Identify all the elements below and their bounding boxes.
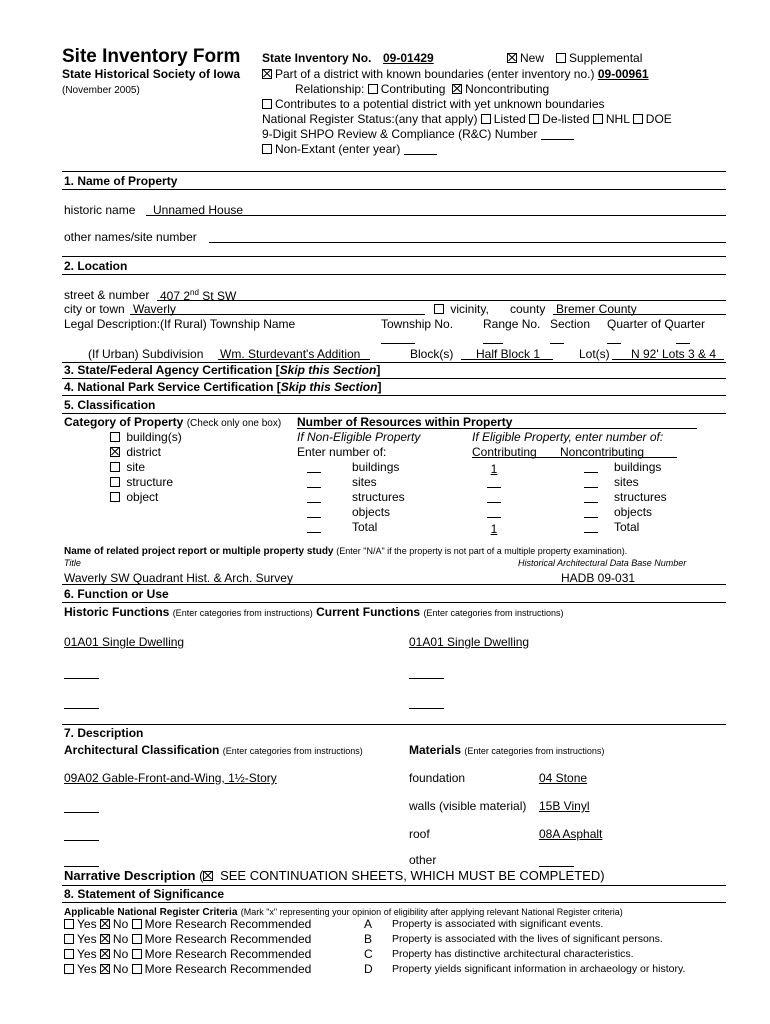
- category-structure[interactable]: structure: [110, 476, 173, 489]
- walls-label: walls (visible material): [409, 799, 527, 813]
- contributing-total-field[interactable]: 1: [490, 522, 498, 536]
- district-option[interactable]: Part of a district with known boundaries (enter inventory no.) 09-00961: [262, 68, 649, 81]
- divider: [62, 256, 726, 257]
- divider: [62, 602, 726, 603]
- non-eligible-label: If Non-Eligible Property: [297, 430, 421, 444]
- contributing-objects-field[interactable]: [487, 506, 501, 519]
- quarter-label: Quarter of Quarter: [607, 317, 706, 331]
- building-checkbox[interactable]: [110, 432, 120, 442]
- current-function-2[interactable]: [409, 678, 444, 679]
- noncontributing-structures-field[interactable]: [584, 491, 598, 504]
- noneligible-objects-field[interactable]: [307, 506, 321, 519]
- criteria-row: Yes No More Research Recommended: [64, 933, 311, 946]
- more-research-checkbox[interactable]: [132, 934, 142, 944]
- foundation-label: foundation: [409, 771, 466, 785]
- current-function-3[interactable]: [409, 708, 444, 709]
- arch-class-label: Architectural Classification (Enter categories from instructions): [64, 743, 363, 757]
- resource-label: structures: [614, 490, 667, 504]
- historic-function-1[interactable]: 01A01 Single Dwelling: [64, 635, 185, 649]
- divider: [62, 885, 726, 886]
- doe-checkbox[interactable]: [633, 114, 643, 124]
- form-title: Site Inventory Form: [62, 46, 241, 67]
- section-field[interactable]: [550, 343, 564, 344]
- section-7-heading: 7. Description: [64, 726, 144, 740]
- city-value: Waverly: [133, 302, 176, 316]
- narrative-row: Narrative Description ( SEE CONTINUATION SHEETS, WHICH MUST BE COMPLETED): [64, 868, 605, 883]
- arch-class-1[interactable]: 09A02 Gable-Front-and-Wing, 1½-Story: [64, 771, 277, 785]
- inventory-number-label: State Inventory No.: [262, 51, 372, 65]
- criteria-row: Yes No More Research Recommended: [64, 948, 311, 961]
- divider: [62, 724, 726, 725]
- noncontributing-buildings-field[interactable]: [584, 461, 598, 474]
- roof-value[interactable]: 08A Asphalt: [539, 827, 603, 841]
- resource-label: objects: [614, 505, 653, 519]
- noneligible-total-field[interactable]: [307, 521, 321, 534]
- section-4-heading: 4. National Park Service Certification [Skip this Section]: [64, 380, 382, 394]
- city-label: city or town: [64, 302, 125, 316]
- section-6-heading: 6. Function or Use: [64, 587, 169, 601]
- blocks-value: Half Block 1: [476, 347, 541, 361]
- range-number-label: Range No.: [483, 317, 541, 331]
- vicinity-checkbox[interactable]: [434, 304, 444, 314]
- nonextant-checkbox[interactable]: [262, 144, 272, 154]
- resource-label: Total: [614, 520, 640, 534]
- potential-district-option[interactable]: Contributes to a potential district with yet unknown boundaries: [262, 98, 605, 111]
- criteria-letter: B: [364, 932, 373, 946]
- yes-checkbox[interactable]: [64, 949, 74, 959]
- walls-value[interactable]: 15B Vinyl: [539, 799, 590, 813]
- nr-status-row: National Register Status:(any that apply) Listed De-listed NHL DOE: [262, 112, 672, 126]
- org-name: State Historical Society of Iowa: [62, 67, 241, 81]
- hadb-label: Historical Architectural Data Base Number: [518, 558, 687, 568]
- township-number-field[interactable]: [381, 343, 415, 344]
- arch-class-3[interactable]: [64, 840, 99, 841]
- noncontributing-checkbox[interactable]: [452, 84, 462, 94]
- criteria-row: Yes No More Research Recommended: [64, 918, 311, 931]
- relationship-row: Relationship: Contributing Noncontributing: [295, 82, 550, 96]
- no-checkbox[interactable]: [100, 949, 110, 959]
- section-1-heading: 1. Name of Property: [64, 174, 178, 188]
- other-names-label: other names/site number: [64, 230, 197, 244]
- divider: [62, 902, 726, 903]
- potential-district-checkbox[interactable]: [262, 99, 272, 109]
- historic-function-3[interactable]: [64, 708, 99, 709]
- other-names-field[interactable]: [209, 242, 726, 243]
- materials-label: Materials (Enter categories from instructions): [409, 743, 605, 757]
- no-checkbox[interactable]: [100, 919, 110, 929]
- resource-label: sites: [614, 475, 639, 489]
- criteria-letter: C: [364, 947, 373, 961]
- county-value: Bremer County: [556, 302, 637, 316]
- nonextant-row: Non-Extant (enter year): [262, 143, 437, 156]
- supplemental-option[interactable]: Supplemental: [556, 52, 642, 65]
- historic-function-2[interactable]: [64, 678, 99, 679]
- section-label: Section: [550, 317, 591, 331]
- lots-value: N 92' Lots 3 & 4: [631, 347, 717, 361]
- category-building[interactable]: building(s): [110, 431, 182, 444]
- category-district[interactable]: district: [110, 446, 161, 459]
- historic-name-label: historic name: [64, 203, 136, 217]
- nhl-checkbox[interactable]: [593, 114, 603, 124]
- nonextant-year-field[interactable]: [404, 143, 437, 155]
- divider: [62, 378, 726, 379]
- narrative-checkbox[interactable]: [203, 871, 213, 881]
- district-checkbox[interactable]: [262, 69, 272, 79]
- criteria-row: Yes No More Research Recommended: [64, 963, 311, 976]
- functions-header: Historic Functions (Enter categories from instructions) Current Functions (Enter categories from instructions): [64, 605, 564, 619]
- shpo-row: 9-Digit SHPO Review & Compliance (R&C) Number: [262, 128, 574, 141]
- site-checkbox[interactable]: [110, 462, 120, 472]
- resource-label: sites: [352, 475, 377, 489]
- divider: [62, 171, 726, 172]
- yes-checkbox[interactable]: [64, 919, 74, 929]
- category-label: Category of Property (Check only one box): [64, 415, 282, 429]
- more-research-checkbox[interactable]: [132, 964, 142, 974]
- resources-heading: Number of Resources within Property: [297, 415, 513, 429]
- listed-checkbox[interactable]: [481, 114, 491, 124]
- noneligible-buildings-field[interactable]: [307, 461, 321, 474]
- criteria-letter: A: [364, 917, 373, 931]
- category-object[interactable]: object: [110, 491, 158, 504]
- enter-number-label: Enter number of:: [297, 445, 387, 459]
- street-field[interactable]: [157, 300, 726, 301]
- current-function-1[interactable]: 01A01 Single Dwelling: [409, 635, 530, 649]
- contributing-checkbox[interactable]: [368, 84, 378, 94]
- blocks-label: Block(s): [410, 347, 454, 361]
- street-label: street & number: [64, 288, 150, 302]
- resource-label: buildings: [614, 460, 662, 474]
- no-checkbox[interactable]: [100, 934, 110, 944]
- divider: [62, 189, 726, 190]
- section-3-heading: 3. State/Federal Agency Certification [Skip this Section]: [64, 363, 381, 377]
- arch-class-4[interactable]: [64, 866, 99, 867]
- resource-label: Total: [352, 520, 378, 534]
- related-study-label: Name of related project report or multiple property study (Enter "N/A" if the property is not part of a multiple property examination).: [64, 546, 628, 557]
- district-number: 09-00961: [597, 67, 649, 81]
- quarter-of-quarter-field[interactable]: [676, 343, 690, 344]
- structure-checkbox[interactable]: [110, 477, 120, 487]
- contributing-buildings-field[interactable]: 1: [490, 462, 498, 476]
- resource-label: structures: [352, 490, 405, 504]
- noncontributing-label: Noncontributing: [560, 445, 645, 459]
- criteria-text: Property is associated with significant events.: [392, 918, 604, 930]
- section-5-heading: 5. Classification: [64, 398, 156, 412]
- county-label: county: [510, 302, 546, 316]
- yes-checkbox[interactable]: [64, 964, 74, 974]
- historic-name-value: Unnamed House: [153, 203, 244, 217]
- yes-checkbox[interactable]: [64, 934, 74, 944]
- section-2-heading: 2. Location: [64, 259, 128, 273]
- quarter-field[interactable]: [607, 343, 621, 344]
- noncontributing-objects-field[interactable]: [584, 506, 598, 519]
- eligible-label: If Eligible Property, enter number of:: [472, 430, 664, 444]
- delisted-checkbox[interactable]: [529, 114, 539, 124]
- criteria-text: Property is associated with the lives of significant persons.: [392, 933, 663, 945]
- district-category-checkbox[interactable]: [110, 447, 120, 457]
- more-research-checkbox[interactable]: [132, 919, 142, 929]
- category-site[interactable]: site: [110, 461, 145, 474]
- hadb-number: HADB 09-031: [561, 571, 636, 585]
- resource-label: objects: [352, 505, 391, 519]
- divider: [62, 274, 726, 275]
- title-label: Title: [64, 558, 81, 568]
- criteria-letter: D: [364, 962, 373, 976]
- more-research-checkbox[interactable]: [132, 949, 142, 959]
- other-material-label: other: [409, 853, 437, 867]
- inventory-number[interactable]: 09-01429: [383, 51, 434, 65]
- range-number-field[interactable]: [483, 343, 503, 344]
- supplemental-checkbox[interactable]: [556, 53, 566, 63]
- object-checkbox[interactable]: [110, 492, 120, 502]
- vicinity-option[interactable]: vicinity,: [434, 303, 489, 316]
- new-checkbox[interactable]: [507, 53, 517, 63]
- lots-label: Lot(s): [579, 347, 610, 361]
- criteria-text: Property yields significant information in archaeology or history.: [392, 963, 686, 975]
- shpo-field[interactable]: [541, 128, 574, 140]
- foundation-value[interactable]: 04 Stone: [539, 771, 588, 785]
- no-checkbox[interactable]: [100, 964, 110, 974]
- contributing-label: Contributing: [472, 445, 537, 459]
- urban-subdivision-label: (If Urban) Subdivision: [88, 347, 204, 361]
- divider: [472, 457, 677, 458]
- related-study-title: Waverly SW Quadrant Hist. & Arch. Survey: [64, 571, 293, 585]
- noncontributing-total-field[interactable]: [584, 521, 598, 534]
- contributing-sites-field[interactable]: [487, 476, 501, 489]
- noneligible-sites-field[interactable]: [307, 476, 321, 489]
- roof-label: roof: [409, 827, 430, 841]
- divider: [62, 395, 726, 396]
- other-material-field[interactable]: [539, 866, 574, 867]
- arch-class-2[interactable]: [64, 812, 99, 813]
- township-number-label: Township No.: [381, 317, 454, 331]
- new-option[interactable]: New: [507, 52, 544, 65]
- street-value: 407 2nd St SW: [160, 288, 237, 303]
- subdivision-value: Wm. Sturdevant's Addition: [220, 347, 361, 361]
- divider: [62, 413, 726, 414]
- noncontributing-sites-field[interactable]: [584, 476, 598, 489]
- resource-label: buildings: [352, 460, 400, 474]
- legal-description-label: Legal Description:(If Rural) Township Name: [64, 317, 296, 331]
- criteria-text: Property has distinctive architectural characteristics.: [392, 948, 634, 960]
- noneligible-structures-field[interactable]: [307, 491, 321, 504]
- form-date: (November 2005): [62, 85, 140, 96]
- section-8-heading: 8. Statement of Significance: [64, 887, 225, 901]
- criteria-label: Applicable National Register Criteria (Mark "x" representing your opinion of eligibility after applying relevant National Register criteria): [64, 907, 623, 918]
- contributing-structures-field[interactable]: [487, 491, 501, 504]
- divider: [297, 428, 697, 429]
